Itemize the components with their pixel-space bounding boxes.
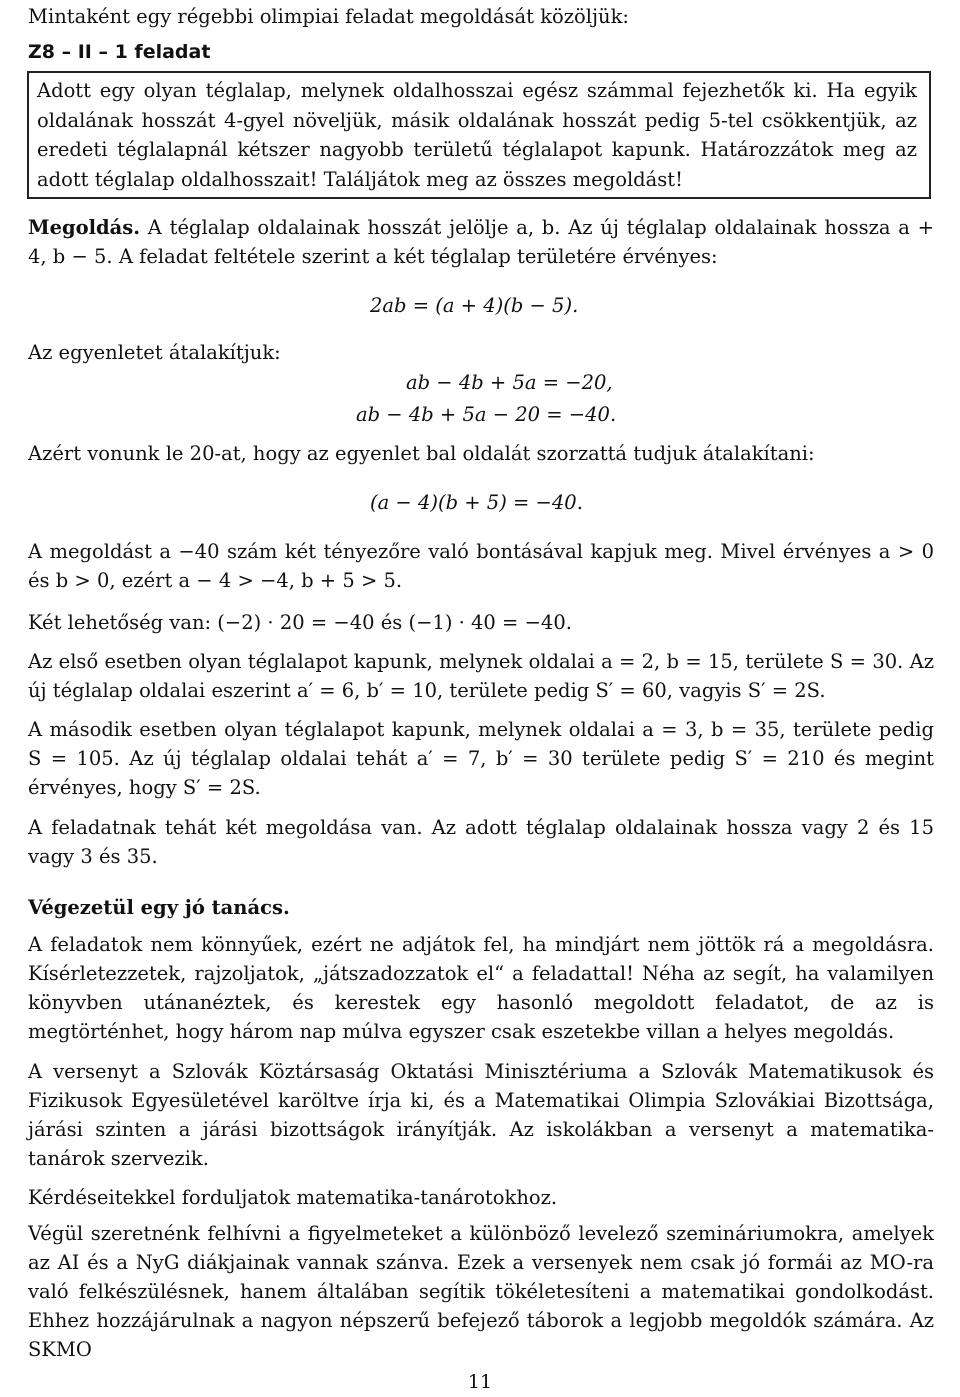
equation-1: 2ab = (a + 4)(b − 5). — [370, 294, 579, 317]
questions-text: Kérdéseitekkel forduljatok matematika-tanárotokhoz. — [28, 1186, 558, 1209]
solution-intro-text: A téglalap oldalainak hosszát jelölje a, b. Az új téglalap oldalainak hossza a + 4, b − 5. A feladat feltétele szerint a két téglalap területére érvényes: — [28, 216, 934, 268]
equation-3: ab − 4b + 5a − 20 = −40. — [356, 403, 617, 426]
equation-4: (a − 4)(b + 5) = −40. — [370, 491, 583, 514]
solution-intro — [28, 213, 934, 271]
advice-heading: Végezetül egy jó tanács. — [28, 896, 290, 919]
why-text: Azért vonunk le 20-at, hogy az egyenlet bal oldalát szorzattá tudjuk átalakítani: — [28, 442, 815, 465]
problem-title: Z8 – II – 1 feladat — [28, 41, 211, 63]
page-number: 11 — [467, 1371, 493, 1393]
equation-2: ab − 4b + 5a = −20, — [406, 371, 613, 394]
paragraph-4: A második esetben olyan téglalapot kapunk, melynek oldalai a = 3, b = 35, területe pedig S = 105. Az új téglalap oldalai tehát a′ = 7, b′ = 30 területe pedig S′ = 210 és megint érvényes, hogy S′ = 2S. — [28, 718, 934, 799]
advice-text: A feladatok nem könnyűek, ezért ne adjátok fel, ha mindjárt nem jöttök rá a megoldásra. Kísérletezzetek, rajzoljatok, „játszadozzatok el“ a feladattal! Néha az segít, ha valamilyen könyvben utánanéztek, és kerestek egy hasonló megoldott feladatot, de az is megtörténhet, hogy három nap múlva egyszer csak eszetekbe villan a helyes megoldás. — [28, 933, 934, 1043]
paragraph-1: A megoldást a −40 szám két tényezőre való bontásával kapjuk meg. Mivel érvényes a > 0 és b > 0, ezért a − 4 > −4, b + 5 > 5. — [28, 540, 934, 592]
paragraph-3: Az első esetben olyan téglalapot kapunk, melynek oldalai a = 2, b = 15, területe S = 30. Az új téglalap oldalai eszerint a′ = 6, b′ = 10, területe pedig S′ = 60, vagyis S′ = 2S. — [28, 650, 934, 702]
intro-text: Mintaként egy régebbi olimpiai feladat megoldását közöljük: — [28, 5, 630, 28]
solution-label: Megoldás. — [28, 216, 141, 239]
final-text: Végül szeretnénk felhívni a figyelmeteket a különböző levelező szemináriumokra, amelyek az AI és a NyG diákjainak vannak szánva. Ezek a versenyek nem csak jó formái az MO-ra való felkészülésnek, hanem általában segítik tökéletesíteni a matematikai gondolkodást. Ehhez hozzájárulnak a nagyon népszerű befejező táborok a legjobb megoldók számára. Az SKMO — [28, 1222, 934, 1361]
transform-text: Az egyenletet átalakítjuk: — [28, 341, 281, 364]
problem-box — [27, 71, 931, 199]
paragraph-5: A feladatnak tehát két megoldása van. Az adott téglalap oldalainak hossza vagy 2 és 15 vagy 3 és 35. — [28, 816, 934, 868]
paragraph-2: Két lehetőség van: (−2) · 20 = −40 és (−1) · 40 = −40. — [28, 611, 572, 634]
organizer-text: A versenyt a Szlovák Köztársaság Oktatási Minisztériuma a Szlovák Matematikusok és Fizikusok Egyesületével karöltve írja ki, és a Matematikai Olimpia Szlovákiai Bizottsága, járási szinten a járási bizottságok irányítják. Az iskolákban a versenyt a matematika-tanárok szervezik. — [28, 1060, 934, 1170]
problem-text: Adott egy olyan téglalap, melynek oldalhosszai egész számmal fejezhetők ki. Ha egyik oldalának hosszát 4-gyel növeljük, másik oldalának hosszát pedig 5-tel csökkentjük, az eredeti téglalapnál kétszer nagyobb területű téglalapot kapunk. Határozzátok meg az adott téglalap oldalhosszait! Találjátok meg az összes megoldást! — [37, 79, 917, 191]
